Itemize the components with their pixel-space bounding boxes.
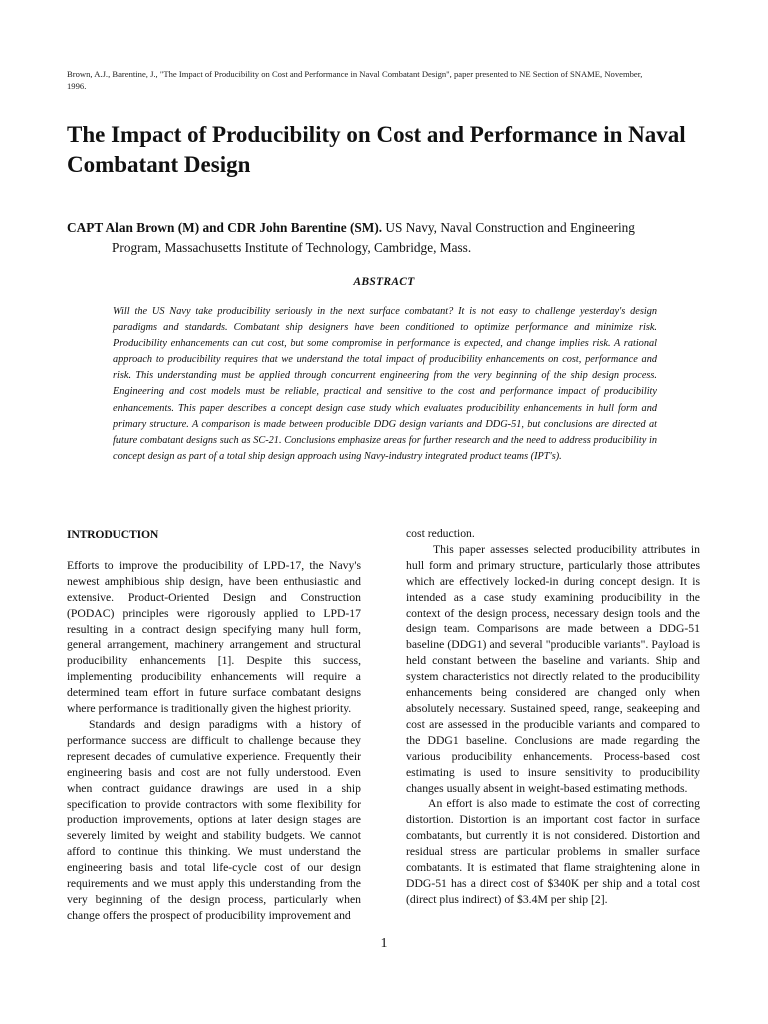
- intro-paragraph-2-continued: cost reduction.: [406, 527, 475, 540]
- intro-paragraph-2: Standards and design paradigms with a history of performance success are difficult to challenge because they represent decades of cumulative experience. Frequently their engineering basis and cost are not fully understood. Even when contract guidance drawings are used in a ship specification to provide contractors with some flexibility for production improvements, options at later design stages are severely limited by weight and stability budgets. We cannot afford to continue this thinking. We must understand the engineering basis and total life-cycle cost of our design requirements and we must apply this understanding from the very beginning of the design process, particularly when change offers the prospect of producibility improvement and: [67, 717, 361, 922]
- citation-line-2: 1996.: [67, 81, 87, 91]
- intro-paragraph-3: This paper assesses selected producibility attributes in hull form and primary structure, particularly those attributes which are effectively locked-in during concept design. It is intended as a case study examining producibility in the context of the design process, necessary design tools and the design team. Comparisons are made between a DDG-51 baseline (DDG1) and several "producible variants". Payload is held constant between the baseline and variants. Ship and system characteristics not directly related to the producibility enhancements being considered are changed only when absolutely necessary. Sustained speed, range, seakeeping and cost are assessed in the producible variants and compared to the DDG1 baseline. Conclusions are made regarding the various producibility enhancements. Process-based cost estimating is used to insure sensitivity to producibility changes usually absent in weight-based estimating methods.: [406, 542, 700, 795]
- left-column: [67, 527, 361, 924]
- intro-paragraph-1: Efforts to improve the producibility of LPD-17, the Navy's newest amphibious ship design, have been enthusiastic and extensive. Product-Oriented Design and Construction (PODAC) principles were rigorously applied to LPD-17 resulting in a contract design specifying many hull form, general arrangement, machinery arrangement and structural producibility enhancements [1]. Despite this success, implementing producibility enhancements will require a determined team effort in future surface combatant designs where performance is traditionally given the highest priority.: [67, 558, 361, 716]
- abstract-heading: ABSTRACT: [353, 276, 415, 288]
- citation-line-1: Brown, A.J., Barentine, J., "The Impact of Producibility on Cost and Performance in Naval Combatant Design", paper presented to NE Section of SNAME, November,: [67, 69, 643, 79]
- abstract-body: [113, 304, 657, 465]
- author-affiliation-part1: US Navy, Naval Construction and Engineering: [385, 220, 635, 235]
- intro-paragraph-4: An effort is also made to estimate the cost of correcting distortion. Distortion is an important cost factor in surface combatants, but currently it is not considered. Distortion and residual stress are particular problems in smaller surface combatants. It is estimated that flame straightening alone in DDG-51 has a direct cost of $340K per ship and a total cost (direct plus indirect) of $3.4M per ship [2].: [406, 797, 700, 906]
- right-column: [406, 526, 700, 908]
- citation: [67, 68, 707, 92]
- author-names: CAPT Alan Brown (M) and CDR John Barentine (SM).: [67, 220, 383, 235]
- page-number: 1: [380, 936, 388, 951]
- author-block: [67, 218, 707, 258]
- section-heading-introduction: INTRODUCTION: [67, 528, 159, 541]
- author-affiliation-part2: Program, Massachusetts Institute of Technology, Cambridge, Mass.: [112, 240, 472, 255]
- abstract-text: Will the US Navy take producibility seriously in the next surface combatant? It is not easy to challenge yesterday's design paradigms and standards. Combatant ship designers have been conditioned to optimize performance and minimize risk. Producibility enhancements can cut cost, but some compromise in performance is expected, and change implies risk. A rational approach to producibility requires that we understand the total impact of producibility enhancements on cost, performance and risk. This understanding must be applied through concurrent engineering from the very beginning of the ship design process. Engineering and cost models must be reliable, practical and sensitive to the cost and performance impact of producibility enhancements. This paper describes a concept design case study which evaluates producibility enhancements in hull form and primary structure. A comparison is made between producible DDG design variants and DDG-51, but conclusions are directed at future combatant designs such as SC-21. Conclusions emphasize areas for further research and the need to address producibility in concept design as part of a total ship design approach using Navy-industry integrated product teams (IPT's).: [113, 306, 657, 462]
- paper-title: The Impact of Producibility on Cost and Performance in Naval Combatant Design: [67, 122, 686, 177]
